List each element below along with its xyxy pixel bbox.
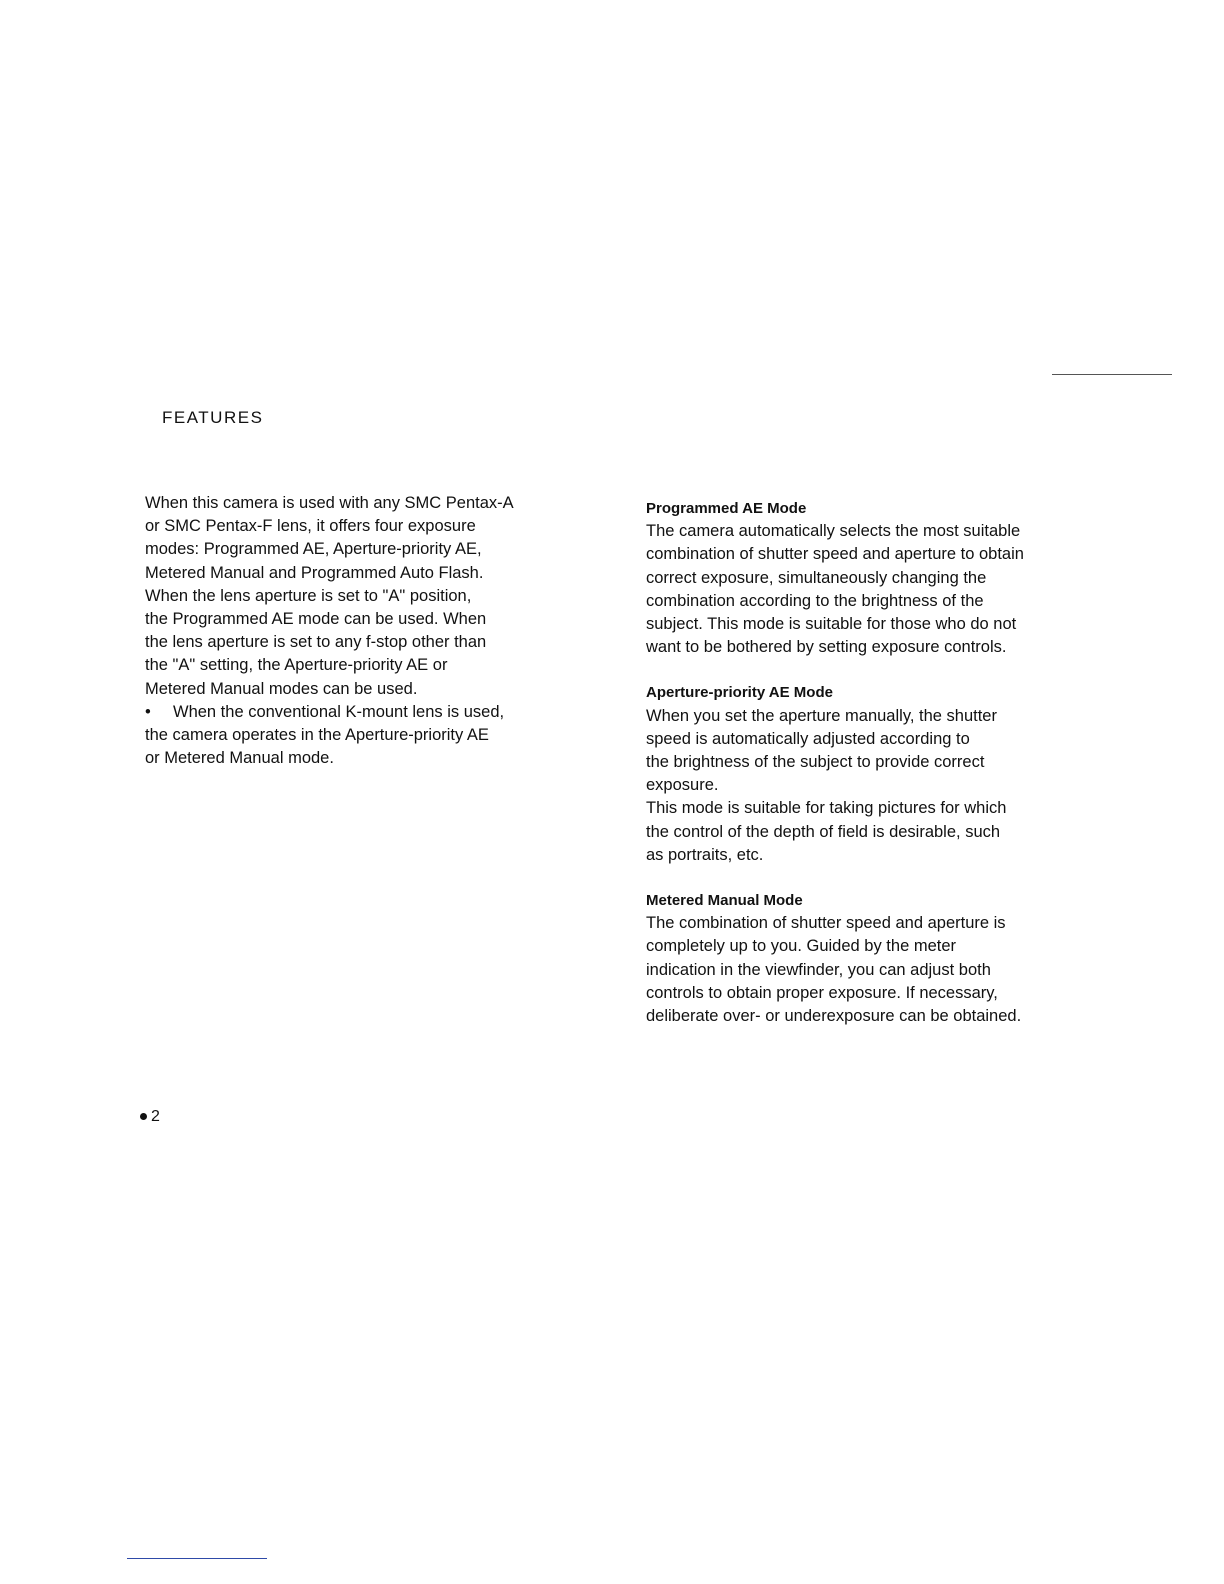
section-line: want to be bothered by setting exposure controls.: [646, 638, 1007, 657]
bullet-icon: •: [145, 702, 151, 721]
intro-line: the lens aperture is set to any f-stop other than: [145, 633, 487, 652]
intro-line: the "A" setting, the Aperture-priority AE or: [145, 656, 448, 675]
intro-line: Metered Manual and Programmed Auto Flash.: [145, 563, 484, 582]
section-line: the control of the depth of field is desirable, such: [646, 822, 1001, 841]
section-line: combination of shutter speed and aperture to obtain: [646, 545, 1024, 564]
intro-line: modes: Programmed AE, Aperture-priority AE,: [145, 540, 482, 559]
note-text: When the conventional K-mount lens is used,: [173, 702, 505, 721]
intro-line: When this camera is used with any SMC Pentax-A: [145, 494, 514, 512]
section-line: as portraits, etc.: [646, 845, 764, 864]
note-line: [145, 701, 615, 724]
section-title: Aperture-priority AE Mode: [646, 684, 833, 702]
section-line: The combination of shutter speed and aperture is: [646, 914, 1006, 933]
intro-line: Metered Manual modes can be used.: [145, 679, 418, 698]
scan-rule-bottom: [127, 1558, 267, 1559]
section-line: When you set the aperture manually, the shutter: [646, 706, 997, 725]
scan-rule-top: [1052, 374, 1172, 375]
intro-line: or SMC Pentax-F lens, it offers four exposure: [145, 517, 476, 536]
section-line: deliberate over- or underexposure can be obtained.: [646, 1007, 1022, 1026]
note-line: the camera operates in the Aperture-priority AE: [145, 726, 489, 745]
page-dot-icon: [140, 1113, 147, 1120]
section-line: completely up to you. Guided by the meter: [646, 937, 957, 956]
page-number-text: 2: [151, 1108, 160, 1125]
section-line: speed is automatically adjusted according to: [646, 729, 970, 748]
modes-column: [646, 497, 1146, 1050]
note-line: or Metered Manual mode.: [145, 749, 334, 768]
section-line: correct exposure, simultaneously changing the: [646, 568, 987, 587]
intro-line: When the lens aperture is set to "A" position,: [145, 586, 472, 605]
page-title: FEATURES: [162, 408, 264, 427]
section-line: The camera automatically selects the most suitable: [646, 522, 1021, 541]
page-number: [140, 1108, 160, 1126]
section-title: Programmed AE Mode: [646, 500, 807, 517]
intro-column: [145, 492, 615, 770]
section-line: exposure.: [646, 776, 719, 795]
section-line: indication in the viewfinder, you can adjust both: [646, 960, 991, 979]
section-aperture-priority-ae: [646, 681, 1146, 867]
section-line: controls to obtain proper exposure. If necessary,: [646, 983, 998, 1002]
section-programmed-ae: [646, 497, 1146, 659]
section-line: the brightness of the subject to provide correct: [646, 753, 985, 772]
section-line: This mode is suitable for taking pictures for which: [646, 799, 1007, 818]
section-title: Metered Manual Mode: [646, 892, 803, 910]
section-line: combination according to the brightness of the: [646, 591, 984, 610]
intro-line: the Programmed AE mode can be used. When: [145, 610, 487, 629]
section-line: subject. This mode is suitable for those who do not: [646, 615, 1017, 634]
section-metered-manual: [646, 889, 1146, 1028]
